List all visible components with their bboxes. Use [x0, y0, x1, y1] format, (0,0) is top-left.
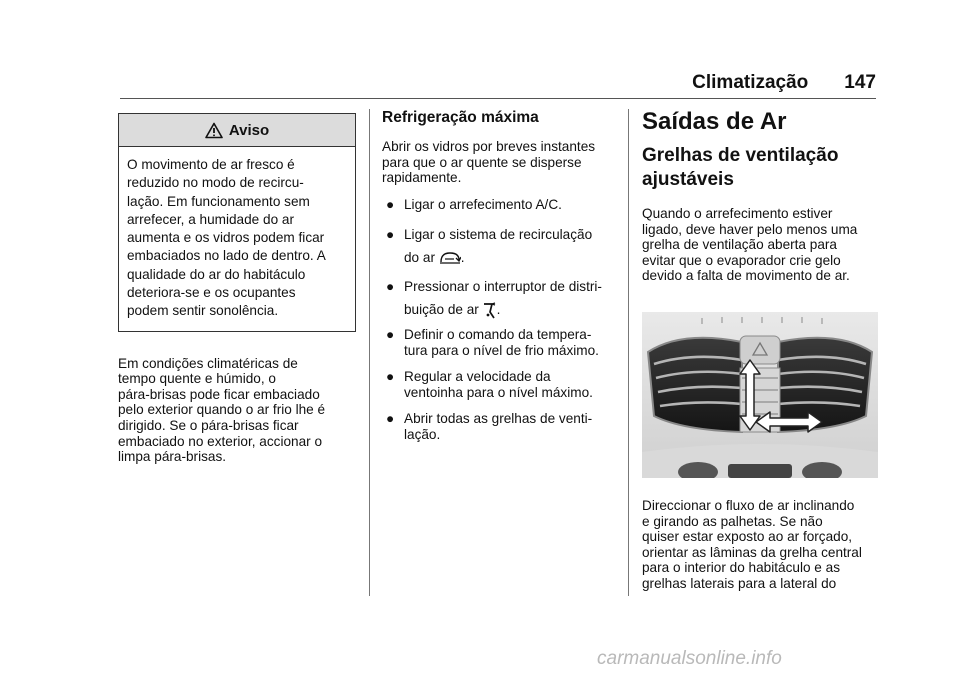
warning-line: lação. Em funcionamento sem [127, 193, 310, 209]
list-item [382, 369, 614, 401]
adjustable-vents-subtitle [642, 144, 878, 192]
text-line: tempo quente e húmido, o [118, 371, 276, 387]
list-item-text: Regular a velocidade da [404, 368, 551, 384]
warning-line: embaciados no lado de dentro. A [127, 248, 326, 264]
text-line: para que o ar quente se disperse [382, 154, 582, 170]
text-line: orientar as lâminas da grelha central [642, 544, 862, 560]
text-line: grelha de ventilação aberta para [642, 237, 837, 253]
max-cooling-intro [382, 139, 614, 186]
page-number: 147 [844, 72, 876, 93]
warning-box [118, 113, 356, 332]
list-item [382, 327, 614, 359]
list-item [382, 411, 614, 443]
text-line: dirigido. Se o pára-brisas ficar [118, 418, 299, 434]
max-cooling-heading: Refrigeração máxima [382, 109, 539, 126]
text-line: Quando o arrefecimento estiver [642, 206, 833, 221]
air-distribution-icon [483, 301, 497, 319]
warning-line: arrefecer, a humidade do ar [127, 211, 295, 227]
list-item [382, 197, 614, 213]
warning-title: Aviso [228, 121, 270, 139]
bullet-marker: ● [386, 226, 395, 242]
text-line: quiser estar exposto ao ar forçado, [642, 529, 853, 545]
section-title: Climatização [692, 72, 809, 93]
list-item [382, 275, 614, 321]
bullet-marker: ● [386, 368, 395, 384]
warning-line: aumenta e os vidros podem ficar [127, 230, 325, 246]
text-line: rapidamente. [382, 170, 462, 186]
fogging-paragraph [118, 356, 356, 465]
warning-header [119, 114, 355, 147]
text-line: grelhas laterais para a lateral do [642, 575, 837, 591]
header-rule [120, 98, 876, 99]
column-divider-2 [628, 109, 629, 596]
list-item-text: Pressionar o interruptor de distri- [404, 278, 602, 294]
bullet-marker: ● [386, 326, 395, 342]
subtitle-line: ajustáveis [642, 169, 734, 190]
list-item-text: Ligar o arrefecimento A/C. [404, 196, 562, 212]
bullet-marker: ● [386, 410, 395, 426]
page-header [120, 72, 876, 94]
text-line: para o interior do habitáculo e as [642, 560, 840, 576]
column-3 [642, 108, 878, 592]
list-item-text: Abrir todas as grelhas de venti- [404, 410, 593, 426]
text-line: pelo exterior quando o ar frio lhe é [118, 402, 326, 418]
column-divider-1 [369, 109, 370, 596]
vents-paragraph-1 [642, 206, 878, 284]
warning-triangle-icon [205, 122, 223, 139]
bullet-marker: ● [386, 196, 395, 212]
list-item-text: . [496, 301, 501, 317]
column-1 [118, 113, 356, 465]
air-recirculation-icon [439, 251, 461, 265]
text-line: Em condições climatéricas de [118, 355, 298, 371]
text-line: limpa pára-brisas. [118, 449, 227, 465]
list-item-text: lação. [404, 426, 441, 442]
text-line: devido a falta de movimento de ar. [642, 268, 850, 284]
center-vent-photo [642, 312, 878, 478]
list-item-text: Definir o comando da tempera- [404, 326, 592, 342]
air-vents-title: Saídas de Ar [642, 108, 787, 135]
vents-paragraph-2 [642, 498, 878, 592]
list-item-text: ventoinha para o nível máximo. [404, 384, 593, 400]
text-line: Direccionar o fluxo de ar inclinando [642, 497, 855, 513]
list-item-text: . [460, 249, 465, 265]
list-item-text: do ar [404, 249, 435, 265]
warning-line: reduzido no modo de recircu- [127, 175, 304, 191]
text-line: evitar que o evaporador crie gelo [642, 252, 841, 268]
warning-line: qualidade do ar do habitáculo [127, 266, 306, 282]
max-cooling-steps [382, 197, 614, 443]
list-item-text: Ligar o sistema de recirculação [404, 226, 593, 242]
warning-text [119, 147, 355, 331]
warning-line: podem sentir sonolência. [127, 303, 279, 319]
subtitle-line: Grelhas de ventilação [642, 145, 839, 166]
bullet-marker: ● [386, 278, 395, 294]
list-item-text: tura para o nível de frio máximo. [404, 342, 599, 358]
list-item-text: buição de ar [404, 301, 479, 317]
text-line: pára-brisas pode ficar embaciado [118, 386, 320, 402]
text-line: e girando as palhetas. Se não [642, 513, 823, 529]
text-line: Abrir os vidros por breves instantes [382, 139, 596, 154]
text-line: embaciado no exterior, accionar o [118, 433, 323, 449]
list-item [382, 223, 614, 269]
warning-line: O movimento de ar fresco é [127, 157, 295, 172]
watermark: carmanualsonline.info [597, 648, 782, 669]
text-line: ligado, deve haver pelo menos uma [642, 221, 858, 237]
column-2 [382, 109, 614, 453]
warning-line: deteriora-se e os ocupantes [127, 285, 296, 301]
